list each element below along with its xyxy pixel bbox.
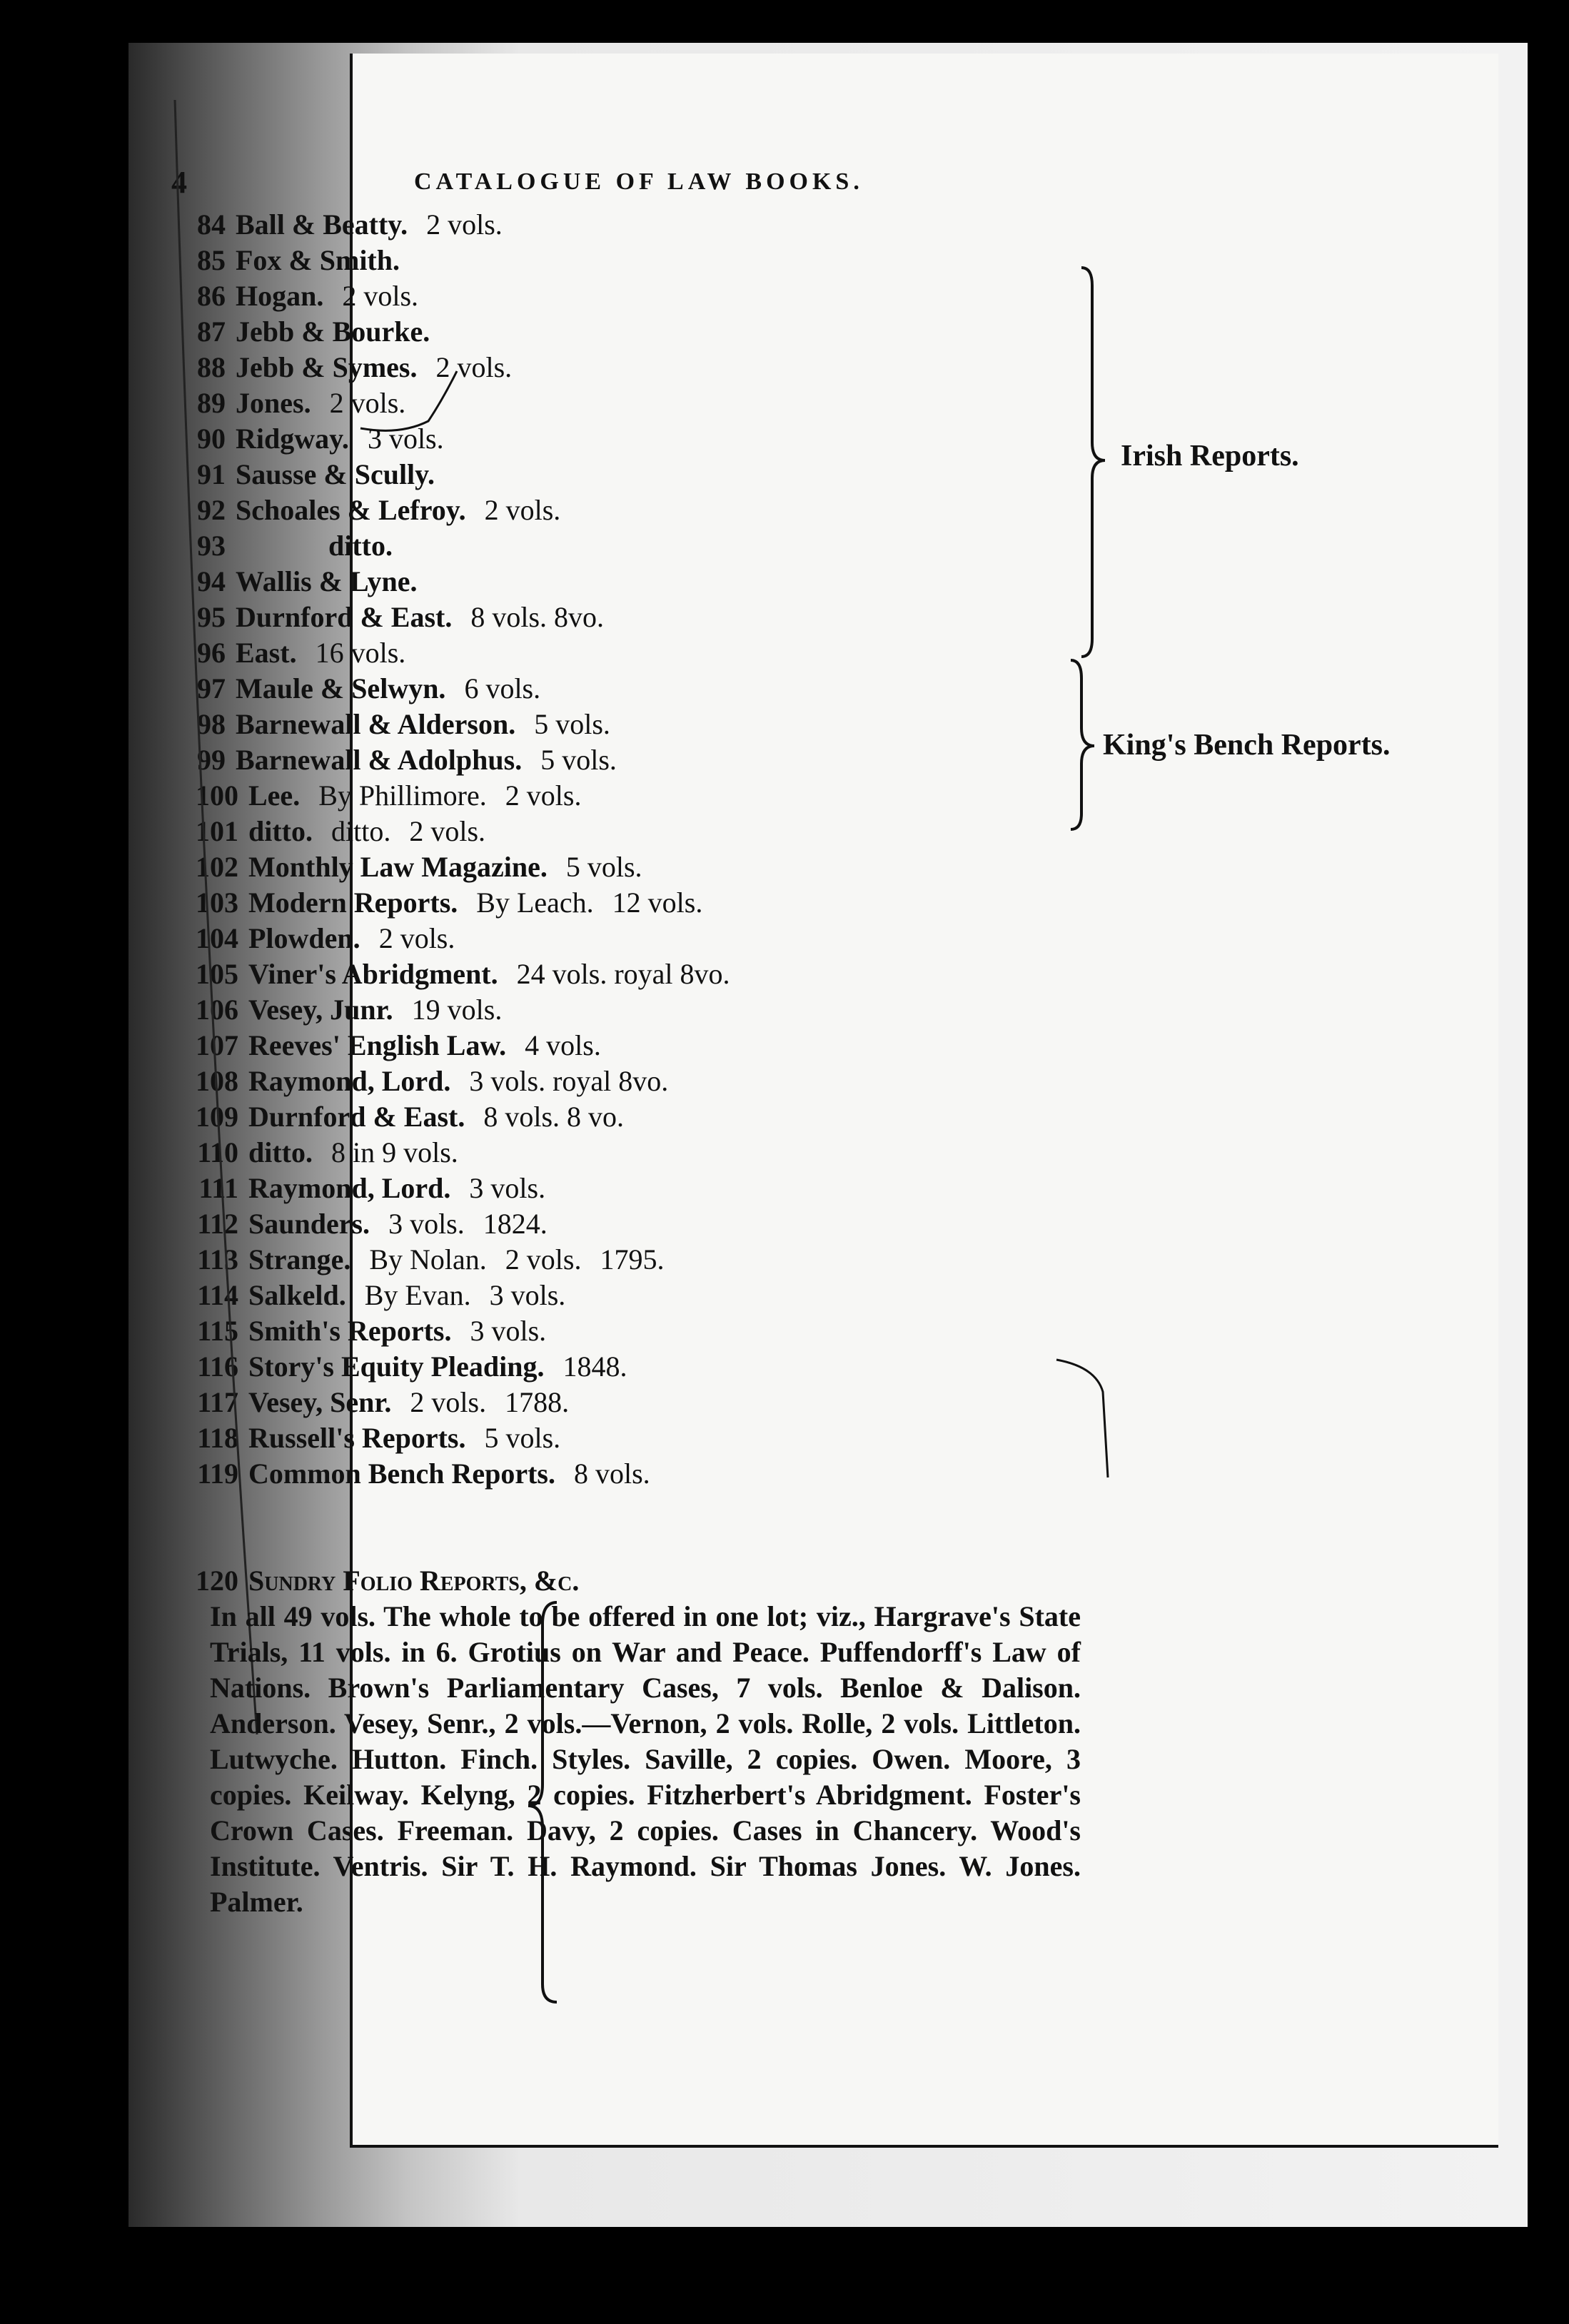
list-item xyxy=(170,278,1212,314)
entry-title: Raymond, Lord. xyxy=(248,1065,451,1097)
entry-title: East. xyxy=(236,637,297,669)
entry-title: Common Bench Reports. xyxy=(248,1457,555,1490)
list-item xyxy=(170,707,1212,742)
list-item xyxy=(170,778,1212,814)
entry-number: 108 xyxy=(196,1065,238,1097)
group-label-kings-bench-reports: King's Bench Reports. xyxy=(1103,729,1391,762)
entry-number: 98 xyxy=(197,708,226,740)
entry-number: 84 xyxy=(197,208,226,241)
entry-detail: By Evan. xyxy=(364,1279,471,1311)
list-item xyxy=(170,350,1212,385)
entry-number: 101 xyxy=(196,815,238,847)
entry-detail: 3 vols. xyxy=(388,1208,465,1240)
entry-title: Raymond, Lord. xyxy=(248,1172,451,1204)
entry-title: Story's Equity Pleading. xyxy=(248,1350,545,1383)
list-item xyxy=(170,1278,1212,1313)
entry-title: Reeves' English Law. xyxy=(248,1029,507,1061)
entry-title: Plowden. xyxy=(248,922,360,954)
entry-detail: By Phillimore. xyxy=(318,779,487,812)
entry-number: 97 xyxy=(197,672,226,704)
entry-number: 92 xyxy=(197,494,226,526)
entry-number: 94 xyxy=(197,565,226,597)
list-item xyxy=(170,885,1212,921)
entry-number: 95 xyxy=(197,601,226,633)
entry-title: ditto. xyxy=(328,530,393,562)
list-item xyxy=(170,921,1212,956)
entry-title: Vesey, Junr. xyxy=(248,994,393,1026)
entry-detail: 2 vols. xyxy=(484,494,561,526)
list-item xyxy=(170,956,1212,992)
entry-number: 105 xyxy=(196,958,238,990)
entry-detail: 5 vols. xyxy=(540,744,617,776)
entry-detail: 3 vols. xyxy=(470,1315,547,1347)
entry-number: 115 xyxy=(197,1315,238,1347)
entry-detail: 5 vols. xyxy=(534,708,610,740)
entry-detail: 5 vols. xyxy=(484,1422,561,1454)
entry-title: Monthly Law Magazine. xyxy=(248,851,548,883)
list-item xyxy=(170,1385,1212,1420)
entry-number: 99 xyxy=(197,744,226,776)
entry-extra: 1824. xyxy=(483,1208,548,1240)
entry-number: 109 xyxy=(196,1101,238,1133)
entry-title: Modern Reports. xyxy=(248,886,458,919)
entry-detail: 4 vols. xyxy=(525,1029,601,1061)
list-item xyxy=(170,1099,1212,1135)
entry-number: 85 xyxy=(197,244,226,276)
list-item xyxy=(170,314,1212,350)
entry-detail: 3 vols. royal 8vo. xyxy=(469,1065,669,1097)
entry-title: Smith's Reports. xyxy=(248,1315,452,1347)
entry-title: ditto. xyxy=(248,1136,313,1168)
folio-entry-lead: Sundry Folio Reports, &c. xyxy=(248,1565,580,1597)
entry-extra: 2 vols. xyxy=(409,815,486,847)
list-item xyxy=(170,243,1212,278)
entry-detail: 8 vols. 8vo. xyxy=(470,601,605,633)
entry-detail: 3 vols. xyxy=(367,423,444,455)
entry-detail: 2 vols. xyxy=(426,208,503,241)
folio-entry-body: In all 49 vols. The whole to be offered in one lot; viz., Hargrave's State Trials, 11 vols. in 6. Grotius on War and Peace. Puffendorff's Law of Nations. Brown's Parliamentary Cases, 7 vols. Benloe & Dalison. Anderson. Vesey, Senr., 2 vols.—Vernon, 2 vols. Rolle, 2 vols. Littleton. Lutwyche. Hutton. Finch. Styles. Saville, 2 copies. Owen. Moore, 3 copies. Keilway. Kelyng, 2 copies. Fitzherbert's Abridgment. Foster's Crown Cases. Freeman. Davy, 2 copies. Cases in Chancery. Wood's Institute. Ventris. Sir T. H. Raymond. Sir Thomas Jones. W. Jones. Palmer. xyxy=(210,1600,1081,1918)
entry-detail: 8 in 9 vols. xyxy=(331,1136,458,1168)
entry-detail: 16 vols. xyxy=(315,637,406,669)
entry-number: 104 xyxy=(196,922,238,954)
entry-number: 102 xyxy=(196,851,238,883)
entry-title: Schoales & Lefroy. xyxy=(236,494,466,526)
list-item xyxy=(170,385,1212,421)
entry-detail: 1848. xyxy=(562,1350,627,1383)
entry-number: 111 xyxy=(198,1172,238,1204)
entry-detail: ditto. xyxy=(331,815,391,847)
list-item xyxy=(170,600,1212,635)
entry-detail: 2 vols. xyxy=(435,351,513,383)
list-item xyxy=(170,1206,1212,1242)
list-item xyxy=(170,1349,1212,1385)
folio-entry-number: 120 xyxy=(196,1565,238,1597)
entry-number: 113 xyxy=(197,1243,238,1275)
list-item xyxy=(170,849,1212,885)
entry-number: 89 xyxy=(197,387,226,419)
list-item xyxy=(170,1456,1212,1492)
page-number: 4 xyxy=(171,165,187,200)
entry-extra2: 1795. xyxy=(600,1243,665,1275)
entry-number: 87 xyxy=(197,315,226,348)
list-item xyxy=(170,671,1212,707)
list-item xyxy=(170,1242,1212,1278)
entry-detail: 8 vols. xyxy=(573,1457,650,1490)
entry-number: 110 xyxy=(197,1136,238,1168)
entry-title: Barnewall & Adolphus. xyxy=(236,744,523,776)
list-item xyxy=(170,1420,1212,1456)
entry-number: 86 xyxy=(197,280,226,312)
entry-title: Jebb & Bourke. xyxy=(236,315,430,348)
list-item xyxy=(170,814,1212,849)
list-item xyxy=(170,207,1212,243)
entry-title: Ball & Beatty. xyxy=(236,208,408,241)
list-item xyxy=(170,992,1212,1028)
entry-number: 90 xyxy=(197,423,226,455)
entry-detail: 19 vols. xyxy=(411,994,503,1026)
entry-detail: 2 vols. xyxy=(378,922,455,954)
entry-extra: 2 vols. xyxy=(505,779,582,812)
list-item xyxy=(170,635,1212,671)
entry-number: 100 xyxy=(196,779,238,812)
entry-title: Russell's Reports. xyxy=(248,1422,466,1454)
entry-number: 106 xyxy=(196,994,238,1026)
entry-title: Hogan. xyxy=(236,280,324,312)
entry-number: 118 xyxy=(197,1422,238,1454)
entry-number: 107 xyxy=(196,1029,238,1061)
entry-title: ditto. xyxy=(248,815,313,847)
entry-number: 114 xyxy=(197,1279,238,1311)
list-item xyxy=(170,528,1212,564)
entry-title: Sausse & Scully. xyxy=(236,458,435,490)
list-item xyxy=(170,421,1212,457)
folio-entry xyxy=(170,1563,1441,1920)
entry-detail: 5 vols. xyxy=(565,851,642,883)
entry-title: Durnford & East. xyxy=(236,601,453,633)
entry-detail: 2 vols. xyxy=(410,1386,487,1418)
entry-extra: 3 vols. xyxy=(489,1279,566,1311)
list-item xyxy=(170,742,1212,778)
entry-number: 88 xyxy=(197,351,226,383)
entry-number: 116 xyxy=(197,1350,238,1383)
entry-title: Viner's Abridgment. xyxy=(248,958,498,990)
entry-detail: 2 vols. xyxy=(342,280,419,312)
entry-detail: By Leach. xyxy=(476,886,594,919)
entry-title: Lee. xyxy=(248,779,301,812)
entry-title: Salkeld. xyxy=(248,1279,346,1311)
list-item xyxy=(170,1028,1212,1064)
entry-title: Ridgway. xyxy=(236,423,349,455)
entry-extra: 1788. xyxy=(505,1386,570,1418)
list-item xyxy=(170,564,1212,600)
entry-title: Saunders. xyxy=(248,1208,370,1240)
entry-number: 91 xyxy=(197,458,226,490)
entry-number: 93 xyxy=(197,530,226,562)
list-item xyxy=(170,1171,1212,1206)
entry-title: Barnewall & Alderson. xyxy=(236,708,516,740)
entry-detail: 8 vols. 8 vo. xyxy=(483,1101,625,1133)
entry-detail: By Nolan. xyxy=(369,1243,487,1275)
entry-title: Strange. xyxy=(248,1243,351,1275)
entry-number: 112 xyxy=(197,1208,238,1240)
entry-number: 96 xyxy=(197,637,226,669)
entry-title: Vesey, Senr. xyxy=(248,1386,392,1418)
list-item xyxy=(170,1135,1212,1171)
entry-title: Durnford & East. xyxy=(248,1101,465,1133)
entry-detail: 24 vols. royal 8vo. xyxy=(516,958,730,990)
list-item xyxy=(170,1313,1212,1349)
entry-title: Wallis & Lyne. xyxy=(236,565,418,597)
catalogue-entries xyxy=(170,207,1212,1492)
entry-detail: 6 vols. xyxy=(464,672,541,704)
entry-number: 103 xyxy=(196,886,238,919)
entry-title: Jones. xyxy=(236,387,311,419)
entry-extra: 2 vols. xyxy=(505,1243,582,1275)
entry-detail: 2 vols. xyxy=(329,387,406,419)
list-item xyxy=(170,457,1212,492)
page-header xyxy=(171,164,1214,207)
list-item xyxy=(170,1064,1212,1099)
entry-detail: 3 vols. xyxy=(469,1172,546,1204)
entry-extra: 12 vols. xyxy=(612,886,703,919)
entry-number: 119 xyxy=(197,1457,238,1490)
entry-number: 117 xyxy=(197,1386,238,1418)
running-title: CATALOGUE OF LAW BOOKS. xyxy=(414,168,864,195)
entry-title: Maule & Selwyn. xyxy=(236,672,446,704)
group-label-irish-reports: Irish Reports. xyxy=(1121,440,1299,473)
list-item xyxy=(170,492,1212,528)
entry-title: Fox & Smith. xyxy=(236,244,400,276)
entry-title: Jebb & Symes. xyxy=(236,351,418,383)
